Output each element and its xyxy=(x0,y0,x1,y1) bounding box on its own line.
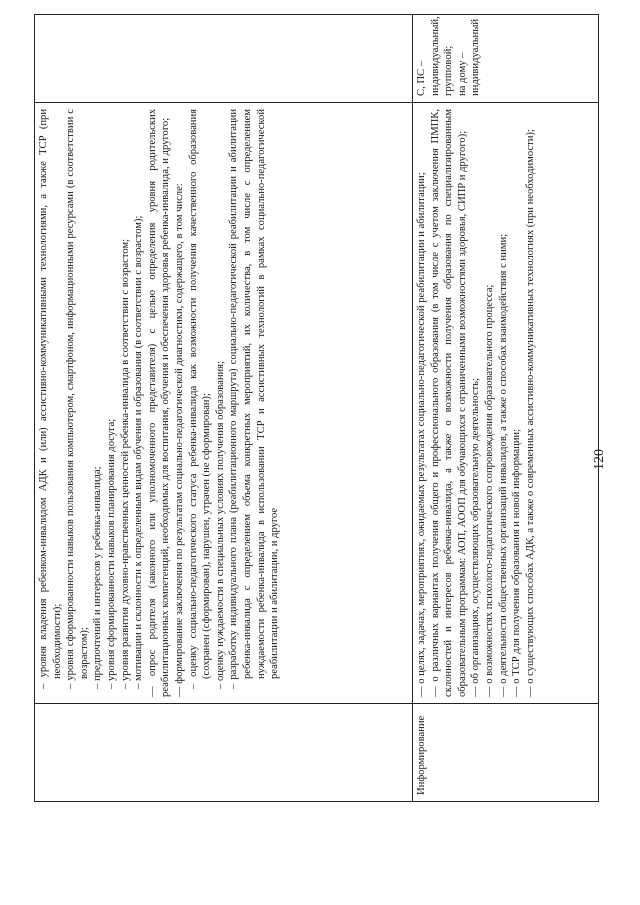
list-item: – разработку индивидуального плана (реабилитационного маршрута) социально-педагогической реабилитации и абилитации ребенка-инвалида с определением объема конкретных мероприятий, их количества, в том числе с определением нуждаемости ребенка-инвалида в использовании ТСР и ассистивных технологий в рамках социально-педагогической реабилитации и абилитации, и другое xyxy=(228,109,281,689)
mode-line: С, ПС – xyxy=(416,60,427,96)
mode-line: на дому – xyxy=(456,52,468,96)
list-item: — о ТСР для получения образования и новой информации; xyxy=(511,428,523,697)
table-row xyxy=(35,15,413,802)
list-item: — о целях, задачах, мероприятиях, ожидаемых результатах социально-педагогической реабилитации и абилитации; xyxy=(416,172,427,697)
page-number: 120 xyxy=(592,449,607,470)
list-item: — о различных вариантах получения общего и профессионального образования (в том числе с учетом заключения ПМПК, склонностей и интересов ребенка-инвалида, а также о возможности получения образования по специализированным образовательным программам: АОП, АООП для обучающихся с ограниченными возможностями здоровья, СИПР и другого); xyxy=(429,109,468,697)
list-item: – уровня сформированности навыков планирования досуга; xyxy=(105,418,117,689)
list-item: — о возможностях психолого-педагогического сопровождения образовательного процесса; xyxy=(483,284,495,697)
row-header-cell xyxy=(413,704,599,802)
list-item: — опрос родителя (законного или уполномоченного представителя) с целью определения уровня родительских реабилитационных компетенций, необходимых для воспитания, обучения и обеспечения здоровья ребенка-инвалида, и другого; xyxy=(146,109,172,697)
mode-line: групповой; xyxy=(443,45,455,96)
list-item: — об организациях, осуществляющих образовательную деятельность; xyxy=(470,378,482,697)
list-item: – оценку социально-педагогического статуса ребенка-инвалида как возможности получения качественного образования (сохранен (сформирован), нарушен, утрачен (не сформирован); xyxy=(187,109,213,689)
service-table xyxy=(34,14,599,802)
list-item: — формирование заключения по результатам социально-педагогической диагностики, содержащего, в том числе: xyxy=(173,183,185,697)
mode-cell xyxy=(413,15,599,103)
list-item: – уровня сформированности навыков пользования компьютером, смартфоном, информационными ресурсами (в соответствии с возрастом); xyxy=(65,109,90,689)
list-item: – уровня развития духовно-нравственных ценностей ребенка-инвалида в соответствии с возрастом; xyxy=(119,238,131,689)
table-row xyxy=(413,15,599,802)
mode-cell xyxy=(35,15,413,103)
list-item: – предпочтений и интересов у ребенка-инвалида; xyxy=(92,466,104,689)
mode-line: индивидуальный xyxy=(470,19,482,96)
content-cell xyxy=(413,103,599,704)
list-item: — о деятельности общественных организаций инвалидов, а также о способах взаимодействия с ними; xyxy=(497,233,509,697)
list-item: – мотивации и склонности к определенным видам обучения и образования (в соответствии с возрастом); xyxy=(133,215,145,689)
list-item: – оценку нуждаемости в специальных условиях получения образования; xyxy=(214,361,226,689)
row-header-informing: Информирование xyxy=(416,715,427,795)
row-header-cell xyxy=(35,704,413,802)
list-item: – уровня владения ребенком-инвалидом АДК и (или) ассистивно-коммуникативными технологиями, а также ТСР (при необходимости); xyxy=(38,109,63,689)
content-cell xyxy=(35,103,413,704)
list-item: — о существующих способах АДК, а также о современных ассистивно-коммуникативных технологиях (при необходимости); xyxy=(524,129,536,697)
mode-line: индивидуальный, xyxy=(429,16,441,96)
